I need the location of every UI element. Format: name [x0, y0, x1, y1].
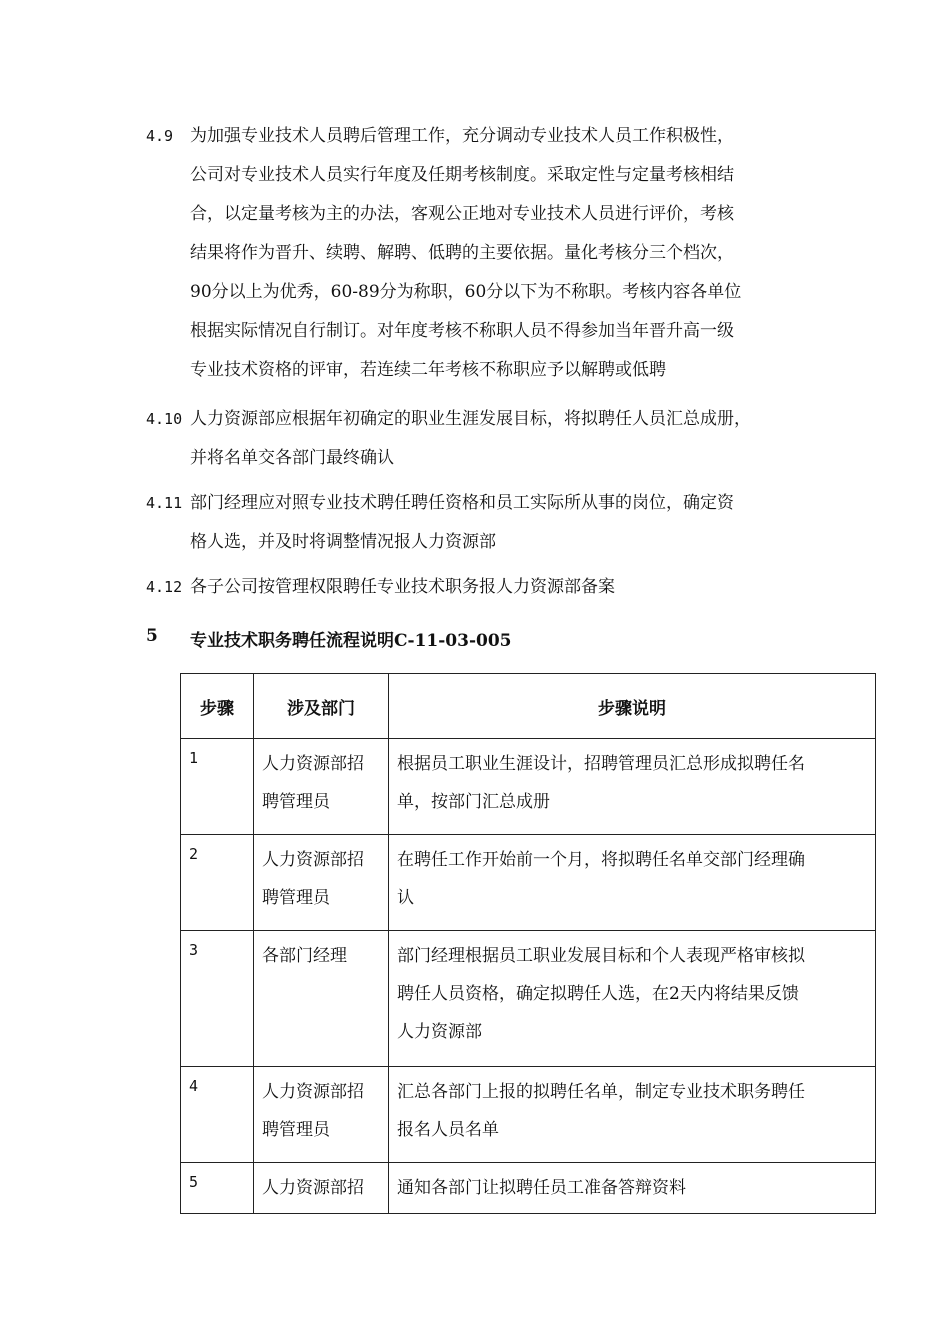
step-number: 3: [181, 931, 254, 1067]
section-number: 5: [146, 626, 158, 646]
clause-line: 格人选，并及时将调整情况报人力资源部: [190, 532, 496, 552]
description-line: 部门经理根据员工职业发展目标和个人表现严格审核拟: [397, 946, 805, 966]
department-cell: [254, 931, 389, 1067]
clause-line: 结果将作为晋升、续聘、解聘、低聘的主要依据。量化考核分三个档次，: [190, 243, 734, 263]
clause-4-9: [146, 117, 826, 390]
clause-line: 为加强专业技术人员聘后管理工作，充分调动专业技术人员工作积极性，: [190, 126, 734, 146]
clause-line: 合，以定量考核为主的办法，客观公正地对专业技术人员进行评价，考核: [190, 204, 734, 224]
description-line: 人力资源部: [397, 1022, 482, 1042]
header-description: 步骤说明: [389, 674, 876, 739]
description-line: 在聘任工作开始前一个月，将拟聘任名单交部门经理确: [397, 850, 805, 870]
description-line: 根据员工职业生涯设计，招聘管理员汇总形成拟聘任名: [397, 754, 805, 774]
clause-number: 4.12: [146, 578, 183, 596]
department-line: 聘管理员: [262, 888, 330, 908]
clause-line: 部门经理应对照专业技术聘任聘任资格和员工实际所从事的岗位，确定资: [190, 493, 734, 513]
department-line: 人力资源部招: [262, 850, 364, 870]
clause-line: 公司对专业技术人员实行年度及任期考核制度。采取定性与定量考核相结: [190, 165, 734, 185]
header-department: 涉及部门: [254, 674, 389, 739]
description-line: 汇总各部门上报的拟聘任名单，制定专业技术职务聘任: [397, 1082, 805, 1102]
clause-4-10: [146, 400, 826, 478]
description-cell: [389, 931, 876, 1067]
description-line: 聘任人员资格，确定拟聘任人选，在2天内将结果反馈: [397, 984, 799, 1004]
clause-line: 人力资源部应根据年初确定的职业生涯发展目标，将拟聘任人员汇总成册，: [190, 409, 751, 429]
clause-line: 并将名单交各部门最终确认: [190, 448, 394, 468]
header-step: 步骤: [181, 674, 254, 739]
department-cell: [254, 739, 389, 835]
department-cell: [254, 835, 389, 931]
department-line: 聘管理员: [262, 1120, 330, 1140]
clause-4-11: [146, 484, 826, 562]
step-number: 2: [181, 835, 254, 931]
description-cell: [389, 1067, 876, 1163]
description-line: 通知各部门让拟聘任员工准备答辩资料: [397, 1178, 686, 1198]
description-line: 单，按部门汇总成册: [397, 792, 550, 812]
department-line: 聘管理员: [262, 792, 330, 812]
clause-number: 4.11: [146, 494, 183, 512]
description-cell: [389, 739, 876, 835]
clause-number: 4.9: [146, 127, 174, 145]
step-number: 1: [181, 739, 254, 835]
section-title: 专业技术职务聘任流程说明C-11-03-005: [190, 631, 512, 651]
department-line: 人力资源部招: [262, 754, 364, 774]
clause-4-12: [146, 568, 826, 607]
department-line: 各部门经理: [262, 946, 347, 966]
step-number: 4: [181, 1067, 254, 1163]
table-row: [181, 835, 876, 931]
description-cell: [389, 1163, 876, 1214]
clause-line: 各子公司按管理权限聘任专业技术职务报人力资源部备案: [190, 577, 615, 597]
clause-line: 90分以上为优秀，60-89分为称职，60分以下为不称职。考核内容各单位: [190, 282, 742, 302]
process-table: [180, 673, 876, 1214]
description-line: 认: [397, 888, 414, 908]
table-row: [181, 1163, 876, 1214]
table-row: [181, 931, 876, 1067]
table-row: [181, 739, 876, 835]
table-header-row: [181, 674, 876, 739]
department-cell: [254, 1067, 389, 1163]
description-line: 报名人员名单: [397, 1120, 499, 1140]
clause-line: 根据实际情况自行制订。对年度考核不称职人员不得参加当年晋升高一级: [190, 321, 734, 341]
department-line: 人力资源部招: [262, 1178, 364, 1198]
clause-line: 专业技术资格的评审，若连续二年考核不称职应予以解聘或低聘: [190, 360, 666, 380]
table-row: [181, 1067, 876, 1163]
department-line: 人力资源部招: [262, 1082, 364, 1102]
description-cell: [389, 835, 876, 931]
step-number: 5: [181, 1163, 254, 1214]
department-cell: [254, 1163, 389, 1214]
clause-number: 4.10: [146, 410, 183, 428]
